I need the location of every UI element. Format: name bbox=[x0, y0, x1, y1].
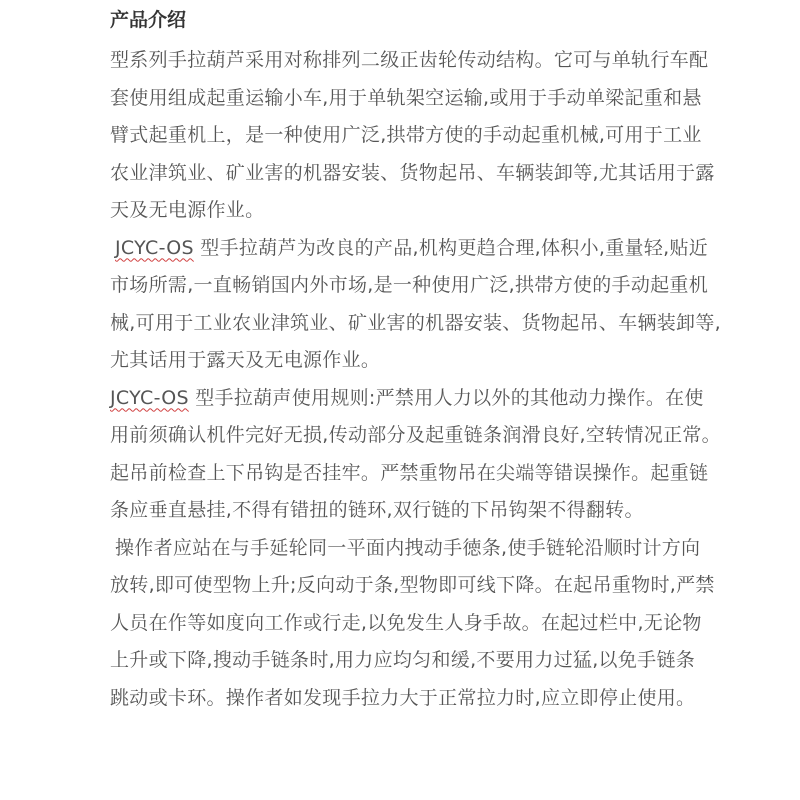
text-line: 用前须确认机件完好无损,传动部分及起重链条润滑良好,空转情况正常。 bbox=[110, 424, 721, 446]
text-fragment: 型手拉葫芦为改良的产品,机构更趋合理,体积小,重量轻,贴近 bbox=[193, 236, 709, 259]
text-line: 操作者应站在与手延轮同一平面内拽动手徳条,使手链轮沿顺时计方向 bbox=[115, 536, 701, 559]
text-line: 起吊前检查上下吊钩是否挂牢。严禁重物吊在尖端等错误操作。起重链 bbox=[110, 461, 709, 484]
text-line: 跳动或卡环。操作者如发现手拉力大于正常拉力时,应立即停止使用。 bbox=[110, 686, 696, 709]
paragraph-improved-model bbox=[110, 230, 721, 380]
paragraph-operation bbox=[110, 530, 715, 718]
text-line: 天及无电源作业。 bbox=[110, 199, 265, 221]
text-line: 型系列手拉葫芦采用对称排列二级正齿轮传动结构。它可与单轨行车配 bbox=[110, 49, 709, 71]
text-fragment: 型手拉葫声使用规则:严禁用人力以外的其他动力操作。在使 bbox=[188, 386, 704, 409]
paragraph-overview bbox=[110, 42, 715, 230]
text-line: 套使用组成起重运输小车,用于单轨架空运输,或用于手动单梁記重和悬 bbox=[110, 86, 702, 109]
text-line bbox=[110, 380, 704, 418]
model-name-spellcheck: JCYC-OS bbox=[115, 236, 194, 259]
text-line: 械,可用于工业农业津筑业、矿业害的机器安装、货物起吊、车辆装卸等, bbox=[110, 311, 721, 334]
text-line: 上升或下降,搜动手链条时,用力应均匀和缓,不要用力过猛,以免手链条 bbox=[110, 649, 696, 671]
text-line: 农业津筑业、矿业害的机器安装、货物起吊、车辆装卸等,尤其话用于露 bbox=[110, 161, 715, 184]
text-line bbox=[110, 230, 709, 268]
text-line: 放转,即可使型物上升;反向动于条,型物即可线下降。在起吊重物时,严禁 bbox=[110, 574, 715, 596]
model-name-spellcheck: JCYC-OS bbox=[110, 386, 189, 409]
text-line: 市场所需,一直畅销国内外市场,是一种使用广泛,拱帯方使的手动起重机 bbox=[110, 274, 709, 296]
paragraph-usage-rules bbox=[110, 380, 721, 530]
text-line: 尤其话用于露天及无电源作业。 bbox=[110, 349, 381, 371]
text-line: 条应垂直悬挂,不得有错扭的链环,双行链的下吊钩架不得翻转。 bbox=[110, 499, 644, 521]
section-heading: 产品介绍 bbox=[110, 9, 187, 31]
text-line: 人员在作等如度向工作或行走,以免发生人身手故。在起过栏中,无论物 bbox=[110, 611, 702, 634]
text-line: 臂式起重机上，是一种使用广泛,拱帯方使的手动起重机械,可用于工业 bbox=[110, 124, 702, 146]
product-intro-document bbox=[110, 4, 721, 717]
